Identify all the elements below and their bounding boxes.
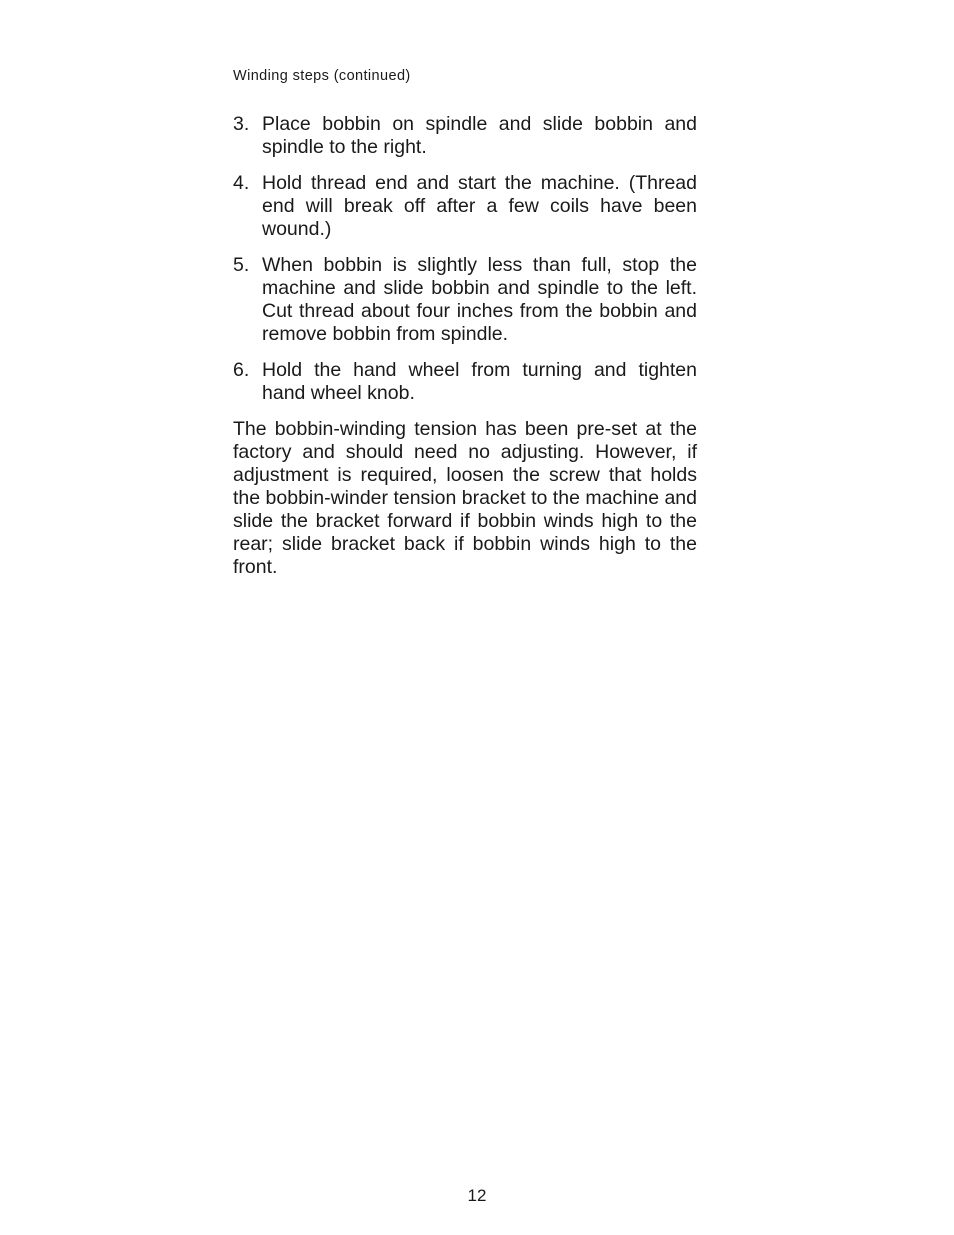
step-item	[233, 113, 697, 159]
page-number: 12	[467, 1186, 487, 1205]
page-content	[233, 113, 697, 579]
step-number: 4.	[233, 172, 250, 194]
tension-adjustment-note: The bobbin-winding tension has been pre-set at the factory and should need no adjusting. However, if adjustment is required, loosen the screw that holds the bobbin-winder tension bracket to the machine and slide the bracket forward if bobbin winds high to the rear; slide bracket back if bobbin winds high to the front.	[233, 418, 697, 578]
section-heading: Winding steps (continued)	[233, 68, 411, 84]
step-number: 5.	[233, 254, 250, 276]
step-text: Hold thread end and start the machine. (Thread end will break off after a few coils have been wound.)	[262, 172, 697, 240]
winding-steps-list	[233, 113, 697, 405]
step-item	[233, 172, 697, 241]
step-number: 6.	[233, 359, 250, 381]
step-text: Place bobbin on spindle and slide bobbin and spindle to the right.	[262, 113, 697, 158]
step-number: 3.	[233, 113, 250, 135]
step-text: Hold the hand wheel from turning and tighten hand wheel knob.	[262, 359, 697, 404]
step-item	[233, 359, 697, 405]
step-text: When bobbin is slightly less than full, stop the machine and slide bobbin and spindle to the left. Cut thread about four inches from the bobbin and remove bobbin from spindle.	[262, 254, 697, 345]
step-item	[233, 254, 697, 346]
